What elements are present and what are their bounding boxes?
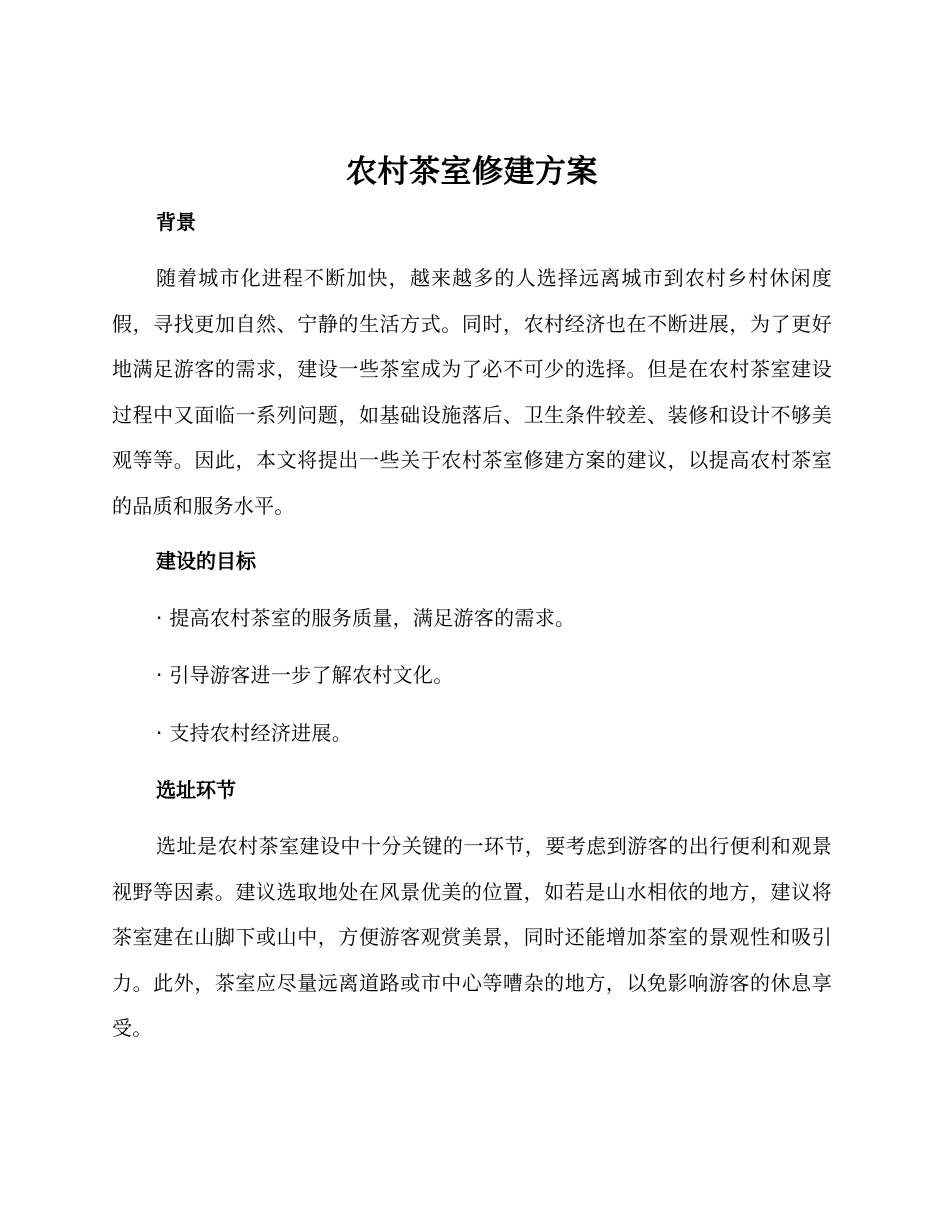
paragraph-background: 随着城市化进程不断加快，越来越多的人选择远离城市到农村乡村休闲度假，寻找更加自然、宁静的生活方式。同时，农村经济也在不断进展，为了更好地满足游客的需求，建设一些茶室成为了必不可少的选择。但是在农村茶室建设过程中又面临一系列问题，如基础设施落后、卫生条件较差、装修和设计不够美观等等。因此，本文将提出一些关于农村茶室修建方案的建议，以提高农村茶室的品质和服务水平。 [112,266,832,518]
goal-item: · 引导游客进一步了解农村文化。 [156,663,454,687]
section-heading-background: 背景 [156,210,196,234]
section-heading-site: 选址环节 [156,778,236,802]
paragraph-site: 选址是农村茶室建设中十分关键的一环节，要考虑到游客的出行便利和观景视野等因素。建议选取地处在风景优美的位置，如若是山水相依的地方，建议将茶室建在山脚下或山中，方便游客观赏美景，同时还能增加茶室的景观性和吸引力。此外，茶室应尽量远离道路或市中心等嘈杂的地方，以免影响游客的休息享受。 [112,834,832,1040]
document-title: 农村茶室修建方案 [346,154,598,190]
goal-item: · 提高农村茶室的服务质量，满足游客的需求。 [156,606,576,630]
goal-item: · 支持农村经济进展。 [156,721,353,745]
section-heading-goals: 建设的目标 [156,549,256,573]
